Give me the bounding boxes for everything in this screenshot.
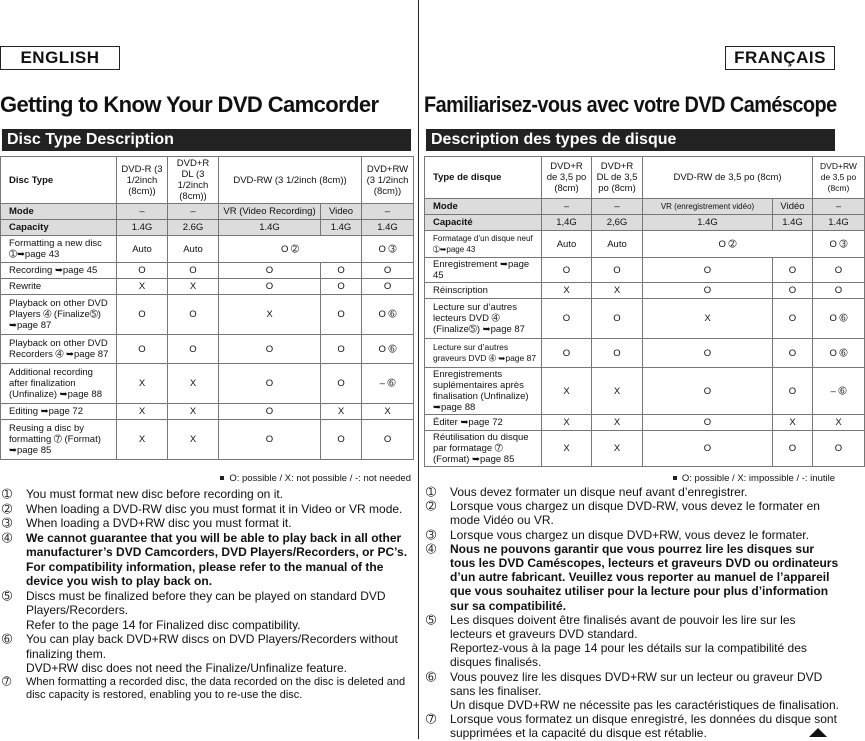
table-cell: O: [773, 339, 813, 368]
table-header: DVD+RW (3 1/2inch (8cm)): [362, 157, 414, 204]
footnote-text: Discs must be finalized before they can be played on standard DVD Players/Recorders.: [26, 588, 386, 617]
table-cell: X: [117, 404, 168, 420]
table-row: [1, 420, 414, 460]
table-cell: O: [117, 295, 168, 335]
table-cell: Auto: [542, 231, 592, 258]
table-cell: –: [542, 199, 592, 215]
table-cell: O: [168, 335, 219, 364]
footnotes-list: [2, 487, 415, 702]
table-cell: O: [592, 339, 643, 368]
table-header: DVD-R (3 1/2inch (8cm)): [117, 157, 168, 204]
footnote-text: Refer to the page 14 for Finalized disc compatibility.: [26, 617, 301, 632]
table-cell: 2.6G: [168, 220, 219, 236]
row-label: Enregistrement ➥page 45: [425, 258, 542, 283]
capacity-row: [425, 215, 865, 231]
footnote-item: [2, 676, 415, 702]
table-row: [425, 299, 865, 339]
table-row: [1, 279, 414, 295]
row-label: Rewrite: [1, 279, 117, 295]
footnote-text: Lorsque vous formatez un disque enregistré, les données du disque sont supprimées et la capacité du disque est rétablie.: [450, 712, 837, 741]
footnote-number: ➂: [426, 527, 437, 542]
table-cell: O ➅: [362, 295, 414, 335]
table-row: [425, 339, 865, 368]
mode-row: [425, 199, 865, 215]
table-cell: X: [542, 431, 592, 467]
table-cell: O: [592, 299, 643, 339]
table-cell: O: [168, 295, 219, 335]
table-cell: X: [592, 368, 643, 415]
square-bullet-icon: [220, 476, 224, 480]
footnote-text: When formatting a recorded disc, the data recorded on the disc is deleted and disc capacity is restored, enabling you to re-use the disc.: [26, 675, 406, 701]
english-column: [0, 0, 415, 739]
footnote-number: ➅: [2, 632, 13, 646]
table-cell: 1.4G: [813, 215, 865, 231]
table-row: [1, 364, 414, 404]
table-cell: O: [362, 279, 414, 295]
table-header: DVD-RW (3 1/2inch (8cm)): [219, 157, 362, 204]
table-cell: X: [773, 415, 813, 431]
table-cell: Auto: [592, 231, 643, 258]
column-divider: [418, 0, 419, 739]
mode-row: [1, 204, 414, 220]
table-header: Disc Type: [1, 157, 117, 204]
row-label: Réutilisation du disque par formatage ➆ (Format) ➥page 85: [425, 431, 542, 467]
table-cell: O: [542, 299, 592, 339]
footnote-text: When loading a DVD+RW disc you must format it.: [26, 516, 292, 530]
table-cell: O: [219, 279, 321, 295]
table-cell: X: [592, 431, 643, 467]
table-cell: O: [643, 283, 773, 299]
table-cell: O ➅: [813, 299, 865, 339]
table-cell: O: [168, 263, 219, 279]
footnote-text: Vous pouvez lire les disques DVD+RW sur un lecteur ou graveur DVD sans les finaliser.: [450, 669, 823, 698]
table-cell: X: [542, 415, 592, 431]
table-cell: O: [813, 258, 865, 283]
table-cell: O: [321, 279, 362, 295]
table-cell: O ➁: [643, 231, 813, 258]
footnote-text: Un disque DVD+RW ne nécessite pas les caractéristiques de finalisation.: [450, 698, 839, 713]
footnote-text: We cannot guarantee that you will be able to play back in all other manufacturer’s DVD Camcorders, DVD Players/Recorders, or PC’s. For compatibility information, please refer to the manual of the device you wish to play back on.: [26, 530, 408, 588]
table-cell: O ➂: [813, 231, 865, 258]
table-cell: O: [321, 335, 362, 364]
footnote-item: [426, 698, 839, 712]
table-header: DVD+R DL (3 1/2inch (8cm)): [168, 157, 219, 204]
table-cell: X: [168, 420, 219, 460]
footnote-number: ➂: [2, 516, 13, 530]
table-row: [1, 404, 414, 420]
table-row: [425, 283, 865, 299]
table-header-row: [425, 157, 865, 199]
table-header: DVD+RW de 3,5 po (8cm): [813, 157, 865, 199]
footnote-number: ➆: [2, 675, 12, 688]
table-cell: –: [168, 204, 219, 220]
table-cell: X: [117, 420, 168, 460]
table-cell: O: [219, 420, 321, 460]
table-legend: [673, 473, 835, 484]
table-cell: O: [643, 339, 773, 368]
table-cell: O: [643, 415, 773, 431]
footnote-item: [426, 528, 839, 542]
table-cell: X: [362, 404, 414, 420]
footnote-number: ➀: [426, 485, 437, 499]
language-label: ENGLISH: [0, 46, 120, 70]
table-row: [425, 431, 865, 467]
footnote-item: [426, 670, 839, 698]
row-label: Capacity: [1, 220, 117, 236]
table-legend: [220, 473, 411, 484]
table-cell: X: [592, 283, 643, 299]
footnote-item: [2, 632, 415, 661]
table-cell: O: [219, 263, 321, 279]
row-label: Enregistrements suplémentaires après finalisation (Unfinalize) ➥page 88: [425, 368, 542, 415]
square-bullet-icon: [673, 476, 677, 480]
table-cell: O: [643, 431, 773, 467]
section-title: Disc Type Description: [2, 129, 411, 151]
footnote-number: ➃: [2, 530, 13, 545]
page-title: Familiarisez-vous avec votre DVD Caméscope: [424, 92, 837, 117]
table-cell: O: [813, 283, 865, 299]
table-cell: X: [542, 368, 592, 415]
footnote-number: ➄: [2, 588, 13, 603]
row-label: Lecture sur d’autres lecteurs DVD ➃ (Finalize➄) ➥page 87: [425, 299, 542, 339]
table-cell: O: [643, 368, 773, 415]
table-cell: X: [168, 404, 219, 420]
row-label: Lecture sur d’autres graveurs DVD ➃ ➥page 87: [425, 339, 542, 368]
footnote-item: [2, 516, 415, 531]
table-row: [425, 368, 865, 415]
table-cell: O ➁: [219, 236, 362, 263]
row-label: Playback on other DVD Recorders ➃ ➥page 87: [1, 335, 117, 364]
footnote-text: You can play back DVD+RW discs on DVD Players/Recorders without finalizing them.: [26, 632, 398, 661]
table-header-row: [1, 157, 414, 204]
table-cell: 1.4G: [117, 220, 168, 236]
table-cell: VR (enregistrement vidéo): [643, 199, 773, 215]
table-header: DVD+R DL de 3,5 po (8cm): [592, 157, 643, 199]
table-cell: X: [219, 295, 321, 335]
table-cell: X: [168, 364, 219, 404]
table-cell: O: [219, 335, 321, 364]
footnote-text: Les disques doivent être finalisés avant de pouvoir les lire sur les lecteurs et graveurs DVD standard.: [450, 612, 796, 642]
disc-type-table: [424, 156, 865, 467]
table-cell: O: [117, 263, 168, 279]
table-cell: X: [643, 299, 773, 339]
table-row: [1, 263, 414, 279]
footnote-text: Lorsque vous chargez un disque DVD-RW, vous devez le formater en mode Vidéo ou VR.: [450, 499, 820, 528]
row-label: Réinscription: [425, 283, 542, 299]
footnote-number: ➃: [426, 541, 437, 556]
footnote-text: You must format new disc before recording on it.: [26, 487, 284, 501]
footnote-item: [426, 712, 839, 740]
table-cell: 1.4G: [362, 220, 414, 236]
footnote-item: [426, 499, 839, 527]
footnote-item: [426, 613, 839, 641]
table-cell: O: [773, 431, 813, 467]
footnote-text: Lorsque vous chargez un disque DVD+RW, vous devez le formater.: [450, 527, 809, 542]
table-cell: Vidéo: [773, 199, 813, 215]
table-cell: 1.4G: [321, 220, 362, 236]
table-cell: –: [362, 204, 414, 220]
table-cell: X: [117, 279, 168, 295]
table-row: [1, 335, 414, 364]
language-label: FRANÇAIS: [725, 46, 835, 70]
footnote-item: [426, 641, 839, 669]
page-up-triangle-icon: [809, 728, 827, 737]
table-cell: – ➅: [362, 364, 414, 404]
table-cell: X: [813, 415, 865, 431]
row-label: Capacité: [425, 215, 542, 231]
formatting-row: [425, 231, 865, 258]
table-cell: O: [542, 339, 592, 368]
table-cell: 1.4G: [643, 215, 773, 231]
footnote-number: ➅: [426, 669, 437, 684]
table-cell: O: [117, 335, 168, 364]
page-title: Getting to Know Your DVD Camcorder: [0, 92, 379, 117]
table-cell: O: [321, 263, 362, 279]
section-title: Description des types de disque: [426, 129, 835, 151]
footnote-text: DVD+RW disc does not need the Finalize/Unfinalize feature.: [26, 661, 347, 675]
formatting-row: [1, 236, 414, 263]
table-cell: Auto: [168, 236, 219, 263]
table-cell: –: [117, 204, 168, 220]
table-cell: O: [321, 364, 362, 404]
table-cell: O: [219, 404, 321, 420]
table-cell: Video: [321, 204, 362, 220]
footnote-item: [2, 661, 415, 676]
footnote-number: ➁: [2, 501, 13, 516]
table-cell: –: [592, 199, 643, 215]
footnote-item: [2, 531, 415, 589]
legend-text: O: possible / X: impossible / -: inutile: [681, 473, 835, 484]
table-cell: O ➅: [813, 339, 865, 368]
footnote-number: ➀: [2, 487, 13, 501]
footnote-text: When loading a DVD-RW disc you must format it in Video or VR mode.: [26, 501, 403, 516]
row-label: Formatting a new disc ➀➥page 43: [1, 236, 117, 263]
table-cell: O: [773, 283, 813, 299]
table-cell: O: [773, 368, 813, 415]
table-cell: O: [773, 258, 813, 283]
table-cell: X: [542, 283, 592, 299]
row-label: Editing ➥page 72: [1, 404, 117, 420]
table-row: [425, 258, 865, 283]
table-cell: O: [813, 431, 865, 467]
table-cell: –: [813, 199, 865, 215]
footnote-item: [426, 542, 839, 613]
footnote-text: Nous ne pouvons garantir que vous pourrez lire les disques sur tous les DVD Caméscopes, lecteurs et graveurs DVD ou ordinateurs d’un autre fabricant. Veuillez vous reporter au manuel de l’appareil que vous souhaitez utiliser pour la lecture pour plus d’information sur sa compatibilité.: [450, 541, 839, 613]
disc-type-table: [0, 156, 414, 460]
table-cell: O: [542, 258, 592, 283]
row-label: Éditer ➥page 72: [425, 415, 542, 431]
row-label: Formatage d’un disque neuf ➀➥page 43: [425, 231, 542, 258]
table-cell: X: [592, 415, 643, 431]
row-label: Mode: [1, 204, 117, 220]
footnote-item: [2, 589, 415, 618]
table-cell: X: [168, 279, 219, 295]
table-row: [1, 295, 414, 335]
table-cell: O ➂: [362, 236, 414, 263]
footnote-number: ➆: [426, 712, 437, 727]
footnote-item: [2, 487, 415, 502]
legend-text: O: possible / X: not possible / -: not needed: [229, 473, 411, 484]
capacity-row: [1, 220, 414, 236]
table-cell: 1,4G: [542, 215, 592, 231]
table-cell: O: [773, 299, 813, 339]
table-header: Type de disque: [425, 157, 542, 199]
french-column: [424, 0, 857, 741]
table-header: DVD-RW de 3,5 po (8cm): [643, 157, 813, 199]
table-row: [425, 415, 865, 431]
table-cell: VR (Video Recording): [219, 204, 321, 220]
table-cell: O: [362, 263, 414, 279]
table-cell: O: [321, 420, 362, 460]
footnote-text: Vous devez formater un disque neuf avant d’enregistrer.: [450, 485, 748, 499]
table-cell: 1.4G: [773, 215, 813, 231]
table-cell: X: [321, 404, 362, 420]
footnote-number: ➁: [426, 499, 437, 514]
footnote-item: [2, 618, 415, 633]
table-cell: X: [117, 364, 168, 404]
table-cell: O: [643, 258, 773, 283]
footnote-number: ➄: [426, 612, 437, 627]
footnote-text: Reportez-vous à la page 14 pour les détails sur la compatibilité des disques finalisés.: [450, 641, 807, 670]
footnotes-list: [426, 485, 839, 741]
table-cell: O ➅: [362, 335, 414, 364]
table-cell: O: [592, 258, 643, 283]
table-cell: 2,6G: [592, 215, 643, 231]
row-label: Reusing a disc by formatting ➆ (Format) ➥page 85: [1, 420, 117, 460]
footnote-item: [426, 485, 839, 499]
table-cell: 1.4G: [219, 220, 321, 236]
row-label: Recording ➥page 45: [1, 263, 117, 279]
table-cell: O: [321, 295, 362, 335]
table-cell: Auto: [117, 236, 168, 263]
table-cell: – ➅: [813, 368, 865, 415]
row-label: Playback on other DVD Players ➃ (Finalize➄) ➥page 87: [1, 295, 117, 335]
table-header: DVD+R de 3,5 po (8cm): [542, 157, 592, 199]
table-cell: O: [362, 420, 414, 460]
footnote-item: [2, 502, 415, 517]
row-label: Mode: [425, 199, 542, 215]
row-label: Additional recording after finalization (Unfinalize) ➥page 88: [1, 364, 117, 404]
table-cell: O: [219, 364, 321, 404]
